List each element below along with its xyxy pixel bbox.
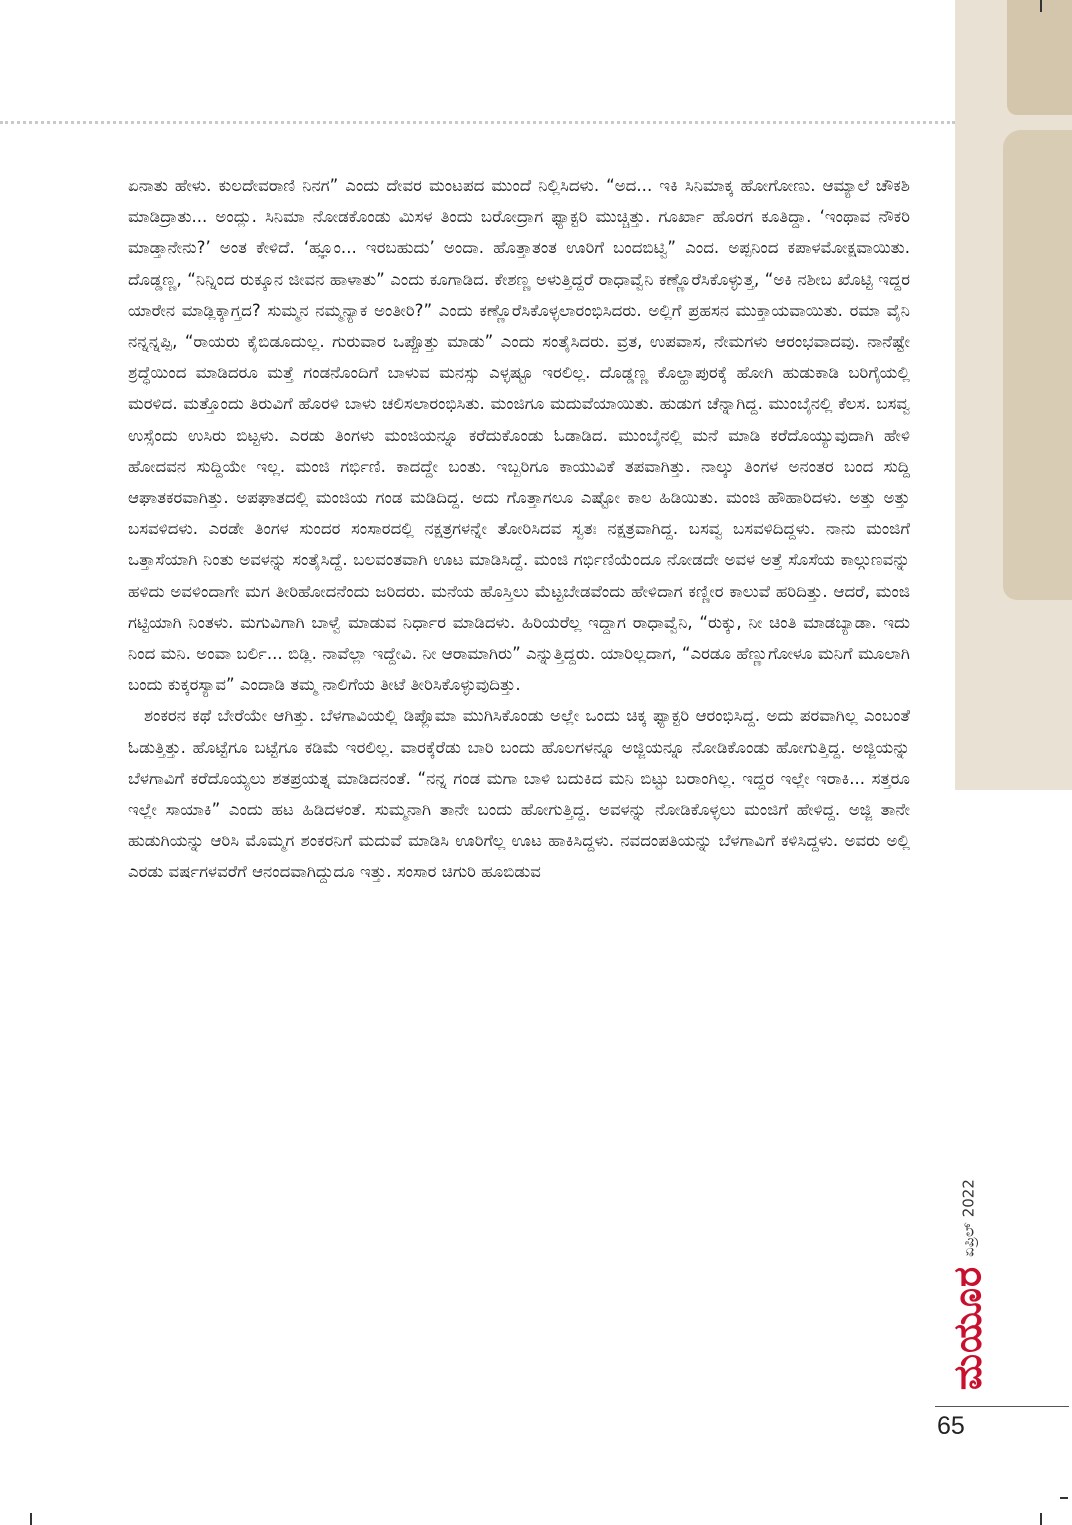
article-body: [128, 170, 910, 888]
issue-date: [959, 1179, 978, 1257]
crop-mark-top-right: [1040, 0, 1042, 12]
decorative-side-panel: [955, 0, 1072, 790]
crop-mark-bottom-right-v: [1040, 1513, 1042, 1525]
crop-mark-bottom-right-h: [1060, 1497, 1068, 1499]
page-number-rule: [935, 1406, 1069, 1407]
magazine-logo: ಮಯೂರ: [945, 1265, 990, 1391]
issue-year: 2022: [959, 1179, 978, 1218]
side-panel-top-shape: [1007, 0, 1072, 115]
header-dotted-rule: [0, 121, 955, 124]
crop-mark-bottom-left: [30, 1513, 32, 1525]
page-number: 65: [937, 1412, 965, 1440]
article-paragraph-2: ಶಂಕರನ ಕಥೆ ಬೇರೆಯೇ ಆಗಿತ್ತು. ಬೆಳಗಾವಿಯಲ್ಲಿ ಡಿಪ್ಲೊಮಾ ಮುಗಿಸಿಕೊಂಡು ಅಲ್ಲೇ ಒಂದು ಚಿಕ್ಕ ಫ್ಯಾಕ್ಟರಿ ಆರಂಭಿಸಿದ್ದ. ಅದು ಪರವಾಗಿಲ್ಲ ಎಂಬಂತೆ ಓಡುತ್ತಿತ್ತು. ಹೊಟ್ಟೆಗೂ ಬಟ್ಟೆಗೂ ಕಡಿಮೆ ಇರಲಿಲ್ಲ. ವಾರಕ್ಕೆರೆಡು ಬಾರಿ ಬಂದು ಹೊಲಗಳನ್ನೂ ಅಜ್ಜಿಯನ್ನೂ ನೋಡಿಕೊಂಡು ಹೋಗುತ್ತಿದ್ದ. ಅಜ್ಜಿಯನ್ನು ಬೆಳಗಾವಿಗೆ ಕರೆದೊಯ್ಯಲು ಶತಪ್ರಯತ್ನ ಮಾಡಿದನಂತೆ. “ನನ್ನ ಗಂಡ ಮಗಾ ಬಾಳಿ ಬದುಕಿದ ಮನಿ ಬಿಟ್ಟು ಬರಾಂಗಿಲ್ಲ. ಇದ್ದರ ಇಲ್ಲೇ ಇರಾಕಿ... ಸತ್ತರೂ ಇಲ್ಲೇ ಸಾಯಾಕಿ” ಎಂದು ಹಟ ಹಿಡಿದಳಂತೆ. ಸುಮ್ಮನಾಗಿ ತಾನೇ ಬಂದು ಹೋಗುತ್ತಿದ್ದ. ಅವಳನ್ನು ನೋಡಿಕೊಳ್ಳಲು ಮಂಜಿಗೆ ಹೇಳಿದ್ದ. ಅಜ್ಜಿ ತಾನೇ ಹುಡುಗಿಯನ್ನು ಆರಿಸಿ ಮೊಮ್ಮಗ ಶಂಕರನಿಗೆ ಮದುವೆ ಮಾಡಿಸಿ ಊರಿಗೆಲ್ಲ ಊಟ ಹಾಕಿಸಿದ್ದಳು. ನವದಂಪತಿಯನ್ನು ಬೆಳಗಾವಿಗೆ ಕಳಿಸಿದ್ದಳು. ಅವರು ಅಲ್ಲಿ ಎರಡು ವರ್ಷಗಳವರೆಗೆ ಆನಂದವಾಗಿದ್ದುದೂ ಇತ್ತು. ಸಂಸಾರ ಚಿಗುರಿ ಹೂಬಿಡುವ: [128, 706, 910, 882]
side-panel-mid-shape: [1003, 130, 1072, 600]
issue-month: ಏಪ್ರಿಲ್: [959, 1222, 978, 1257]
article-paragraph-1: ಏನಾತು ಹೇಳು. ಕುಲದೇವರಾಣಿ ನಿನಗ” ಎಂದು ದೇವರ ಮಂಟಪದ ಮುಂದೆ ನಿಲ್ಲಿಸಿದಳು. “ಅದ... ಇಕಿ ಸಿನಿಮಾಕ್ಕ ಹೋಗೋಣು. ಆಮ್ಯಾಲೆ ಚೌಕಶಿ ಮಾಡಿದ್ರಾತು... ಅಂದ್ಲು. ಸಿನಿಮಾ ನೋಡಕೊಂಡು ಮಿಸಳ ತಿಂದು ಬರೋದ್ರಾಗ ಫ್ಯಾಕ್ಟರಿ ಮುಚ್ಚಿತ್ತು. ಗೂರ್ಖಾ ಹೊರಗ ಕೂತಿದ್ದಾ. ‘ಇಂಥಾವ ನೌಕರಿ ಮಾಡ್ತಾನೇನು?’ ಅಂತ ಕೇಳಿದೆ. ‘ಹ್ಞೂಂ... ಇರಬಹುದು’ ಅಂದಾ. ಹೊತ್ತಾತಂತ ಊರಿಗೆ ಬಂದಬಿಟ್ವಿ” ಎಂದ. ಅಪ್ಪನಿಂದ ಕಪಾಳಮೋಕ್ಷವಾಯಿತು. ದೊಡ್ಡಣ್ಣ, “ನಿನ್ನಿಂದ ರುಕ್ಕೂನ ಜೀವನ ಹಾಳಾತು” ಎಂದು ಕೂಗಾಡಿದ. ಕೇಶಣ್ಣ ಅಳುತ್ತಿದ್ದರೆ ರಾಧಾವ್ವೆನಿ ಕಣ್ಣೊರೆಸಿಕೊಳ್ಳುತ್ತ, “ಅಕಿ ನಶೀಬ ಖೊಟ್ಟಿ ಇದ್ದರ ಯಾರೇನ ಮಾಡ್ಲಿಕ್ಕಾಗ್ತದ? ಸುಮ್ಮನ ನಮ್ಮನ್ಯಾಕ ಅಂತೀರಿ?” ಎಂದು ಕಣ್ಣೊರೆಸಿಕೊಳ್ಳಲಾರಂಭಿಸಿದರು. ಅಲ್ಲಿಗೆ ಪ್ರಹಸನ ಮುಕ್ತಾಯವಾಯಿತು. ರಮಾ ವೈನಿ ನನ್ನನ್ನಪ್ಪಿ, “ರಾಯರು ಕೈಬಿಡೂದುಲ್ಲ. ಗುರುವಾರ ಒಪ್ಪೊತ್ತು ಮಾಡು” ಎಂದು ಸಂತೈಸಿದರು. ವ್ರತ, ಉಪವಾಸ, ನೇಮಗಳು ಆರಂಭವಾದವು. ನಾನೆಷ್ಟೇ ಶ್ರದ್ಧೆಯಿಂದ ಮಾಡಿದರೂ ಮತ್ತೆ ಗಂಡನೊಂದಿಗೆ ಬಾಳುವ ಮನಸ್ಸು ಎಳ್ಳಷ್ಟೂ ಇರಲಿಲ್ಲ. ದೊಡ್ಡಣ್ಣ ಕೊಲ್ಹಾಪುರಕ್ಕೆ ಹೋಗಿ ಹುಡುಕಾಡಿ ಬರಿಗೈಯಲ್ಲಿ ಮರಳಿದ. ಮತ್ತೊಂದು ತಿರುವಿಗೆ ಹೊರಳಿ ಬಾಳು ಚಲಿಸಲಾರಂಭಿಸಿತು. ಮಂಜಿಗೂ ಮದುವೆಯಾಯಿತು. ಹುಡುಗ ಚೆನ್ನಾಗಿದ್ದ. ಮುಂಬೈನಲ್ಲಿ ಕೆಲಸ. ಬಸವ್ವ ಉಸ್ಸೆಂದು ಉಸಿರು ಬಿಟ್ಟಳು. ಎರಡು ತಿಂಗಳು ಮಂಜಿಯನ್ನೂ ಕರೆದುಕೊಂಡು ಓಡಾಡಿದ. ಮುಂಬೈನಲ್ಲಿ ಮನೆ ಮಾಡಿ ಕರೆದೊಯ್ಯುವುದಾಗಿ ಹೇಳಿ ಹೋದವನ ಸುದ್ದಿಯೇ ಇಲ್ಲ. ಮಂಜಿ ಗರ್ಭಿಣಿ. ಕಾದದ್ದೇ ಬಂತು. ಇಬ್ಬರಿಗೂ ಕಾಯುವಿಕೆ ತಪವಾಗಿತ್ತು. ನಾಲ್ಕು ತಿಂಗಳ ಅನಂತರ ಬಂದ ಸುದ್ದಿ ಆಘಾತಕರವಾಗಿತ್ತು. ಅಪಘಾತದಲ್ಲಿ ಮಂಜಿಯ ಗಂಡ ಮಡಿದಿದ್ದ. ಅದು ಗೊತ್ತಾಗಲೂ ಎಷ್ಟೋ ಕಾಲ ಹಿಡಿಯಿತು. ಮಂಜಿ ಹೌಹಾರಿದಳು. ಅತ್ತು ಅತ್ತು ಬಸವಳಿದಳು. ಎರಡೇ ತಿಂಗಳ ಸುಂದರ ಸಂಸಾರದಲ್ಲಿ ನಕ್ಷತ್ರಗಳನ್ನೇ ತೋರಿಸಿದವ ಸ್ವತಃ ನಕ್ಷತ್ರವಾಗಿದ್ದ. ಬಸವ್ವ ಬಸವಳಿದಿದ್ದಳು. ನಾನು ಮಂಜಿಗೆ ಒತ್ತಾಸೆಯಾಗಿ ನಿಂತು ಅವಳನ್ನು ಸಂತೈಸಿದ್ದೆ. ಬಲವಂತವಾಗಿ ಊಟ ಮಾಡಿಸಿದ್ದೆ. ಮಂಜಿ ಗರ್ಭಿಣಿಯೆಂದೂ ನೋಡದೇ ಅವಳ ಅತ್ತೆ ಸೊಸೆಯ ಕಾಲ್ಗುಣವನ್ನು ಹಳಿದು ಅವಳಿಂದಾಗೇ ಮಗ ತೀರಿಹೋದನೆಂದು ಜರಿದರು. ಮನೆಯ ಹೊಸ್ತಿಲು ಮೆಟ್ಟಬೇಡವೆಂದು ಹೇಳಿದಾಗ ಕಣ್ಣೀರ ಕಾಲುವೆ ಹರಿದಿತ್ತು. ಆದರೆ, ಮಂಜಿ ಗಟ್ಟಿಯಾಗಿ ನಿಂತಳು. ಮಗುವಿಗಾಗಿ ಬಾಳ್ವೆ ಮಾಡುವ ನಿರ್ಧಾರ ಮಾಡಿದಳು. ಹಿರಿಯರೆಲ್ಲ ಇದ್ದಾಗ ರಾಧಾವ್ವೆನಿ, “ರುಕ್ಕು, ನೀ ಚಿಂತಿ ಮಾಡಬ್ಯಾಡಾ. ಇದು ನಿಂದ ಮನಿ. ಅಂವಾ ಬರ್ಲಿ... ಬಿಡ್ಲಿ. ನಾವೆಲ್ಲಾ ಇದ್ದೇವಿ. ನೀ ಆರಾಮಾಗಿರು” ಎನ್ನುತ್ತಿದ್ದರು. ಯಾರಿಲ್ಲದಾಗ, “ಎರಡೂ ಹೆಣ್ಣುಗೋಳೂ ಮನಿಗೆ ಮೂಲಾಗಿ ಬಂದು ಕುಕ್ಕರಸ್ಯಾವ” ಎಂದಾಡಿ ತಮ್ಮ ನಾಲಿಗೆಯ ತೀಟೆ ತೀರಿಸಿಕೊಳ್ಳುವುದಿತ್ತು.: [128, 176, 910, 695]
